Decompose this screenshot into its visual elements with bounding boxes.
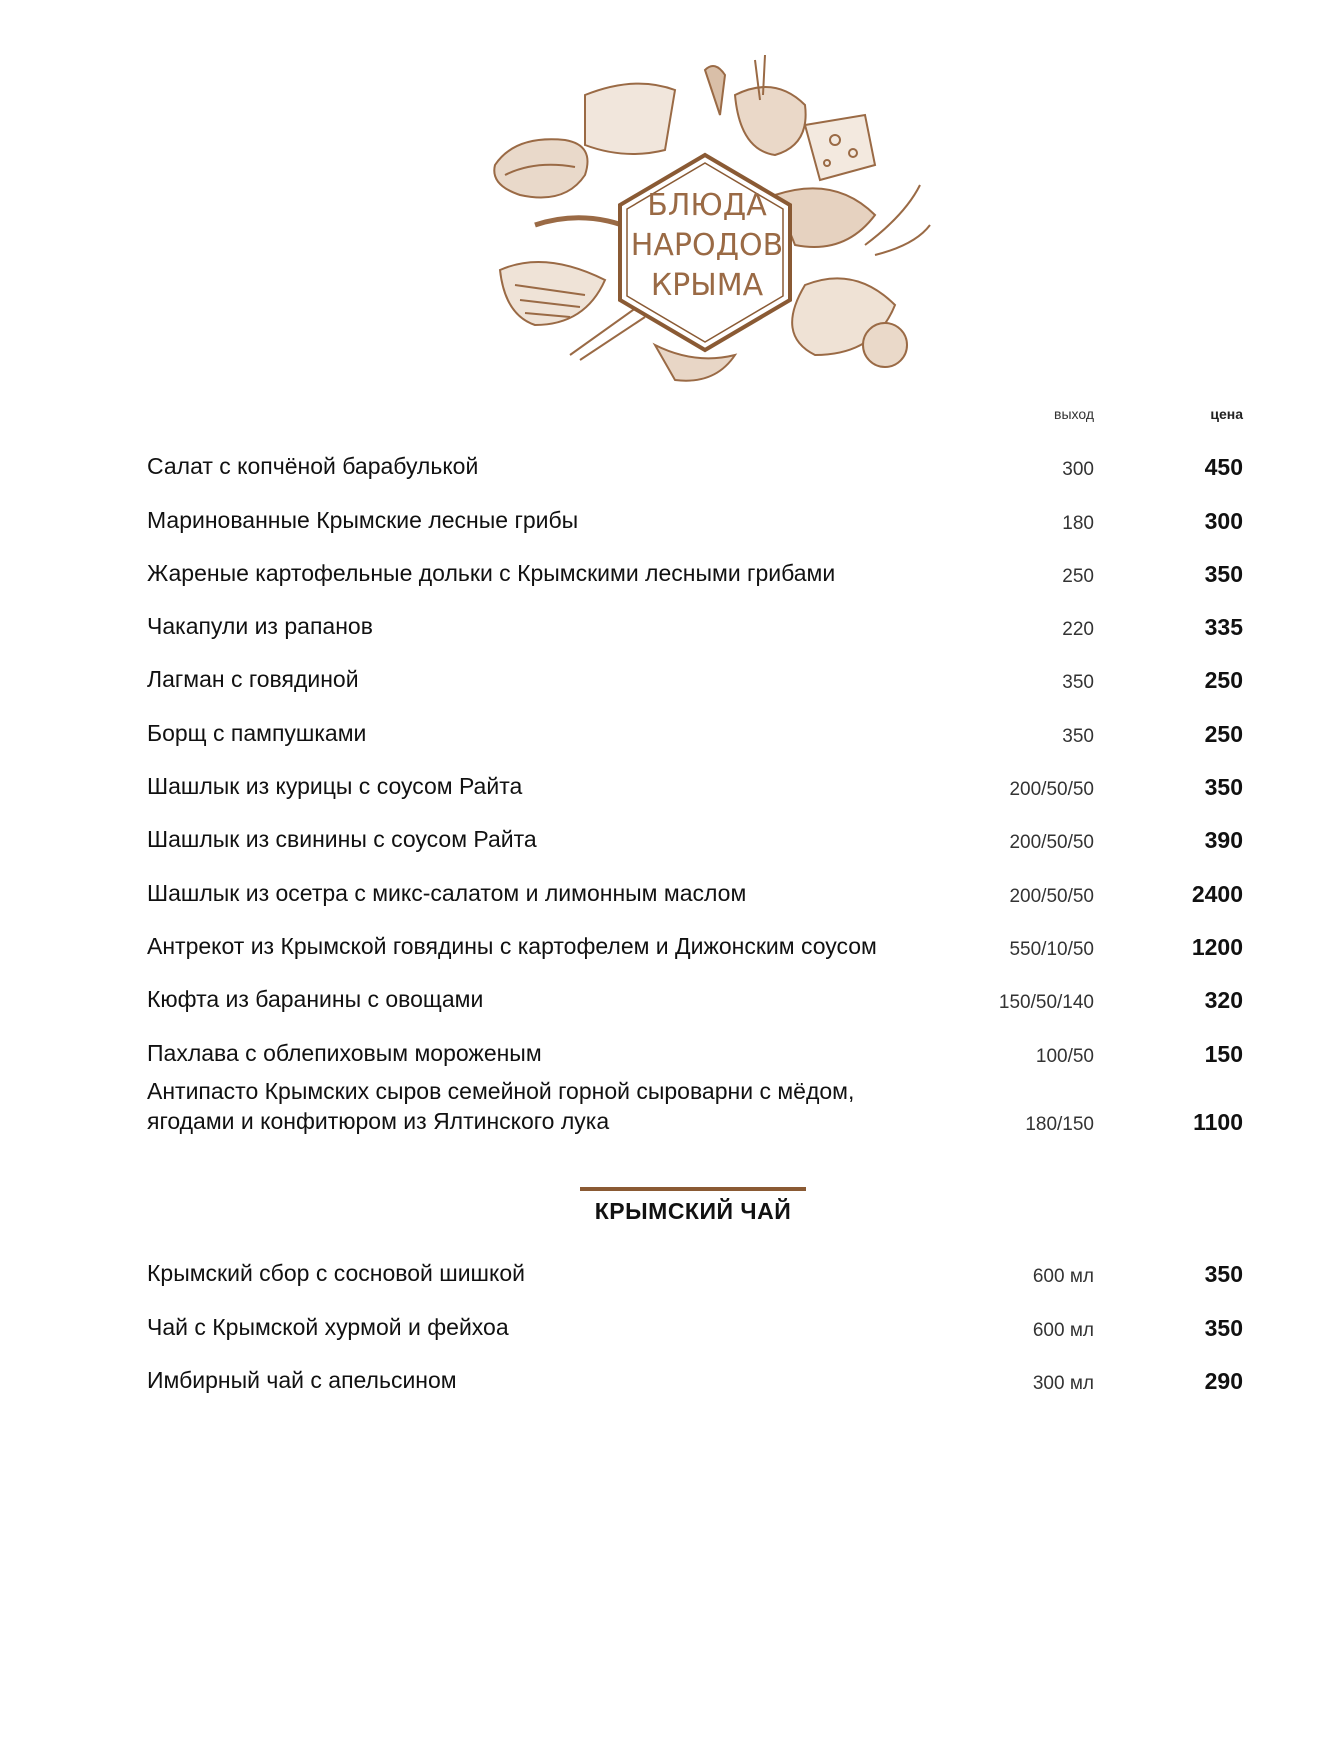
dish-name: Чакапули из рапанов (147, 613, 373, 640)
dish-name: Лагман с говядиной (147, 666, 359, 693)
tea-volume: 600 мл (1032, 1266, 1094, 1288)
dish-price: 1200 (1191, 933, 1243, 960)
dish-price: 2400 (1191, 880, 1243, 907)
logo-text-line-1: БЛЮДА (647, 188, 767, 223)
tea-name: Крымский сбор с сосновой шишкой (147, 1260, 525, 1287)
dish-weight: 350 (1062, 725, 1094, 747)
menu-item (147, 557, 1243, 610)
dish-name: Жареные картофельные дольки с Крымскими лесными грибами (147, 559, 836, 586)
dish-price: 350 (1204, 560, 1243, 587)
dish-price: 300 (1204, 507, 1243, 534)
section-title-tea: КРЫМСКИЙ ЧАЙ (594, 1198, 792, 1224)
tea-price: 350 (1204, 1261, 1243, 1288)
menu-item (147, 1257, 1243, 1310)
dish-name: Пахлава с облепиховым мороженым (147, 1039, 542, 1066)
dish-weight: 200/50/50 (1009, 832, 1094, 854)
menu-item (147, 450, 1243, 503)
dish-name: Антрекот из Крымской говядины с картофелем и Дижонским соусом (147, 932, 877, 959)
menu-item (147, 610, 1243, 663)
dish-name-line-2: ягодами и конфитюром из Ялтинского лука (147, 1107, 610, 1134)
logo-text-line-3: КРЫМА (650, 268, 764, 303)
logo-text-line-2: НАРОДОВ (630, 228, 784, 263)
menu-item (147, 770, 1243, 823)
dish-name-line-1: Антипасто Крымских сыров семейной горной сыроварни с мёдом, (147, 1077, 855, 1104)
column-header-price: цена (1210, 406, 1243, 422)
dish-weight: 350 (1062, 672, 1094, 694)
dish-price: 150 (1204, 1040, 1243, 1067)
dish-price: 320 (1204, 987, 1243, 1014)
dish-price: 1100 (1193, 1108, 1243, 1135)
dish-name (147, 1076, 907, 1136)
tea-volume: 600 мл (1032, 1319, 1094, 1341)
menu-item (147, 716, 1243, 769)
dish-weight: 250 (1062, 565, 1094, 587)
section-divider (580, 1187, 806, 1191)
dish-price: 450 (1204, 454, 1243, 481)
dish-name: Салат с копчёной барабулькой (147, 453, 479, 480)
menu-item (147, 1364, 1243, 1417)
menu-item (147, 503, 1243, 556)
dish-weight: 200/50/50 (1009, 779, 1094, 801)
tea-price: 350 (1204, 1314, 1243, 1341)
menu-item (147, 1310, 1243, 1363)
dish-price: 335 (1204, 614, 1243, 641)
tea-name: Имбирный чай с апельсином (147, 1366, 457, 1393)
dish-weight: 180 (1062, 512, 1094, 534)
tea-volume: 300 мл (1032, 1372, 1094, 1394)
dish-price: 390 (1204, 827, 1243, 854)
dish-name: Борщ с пампушками (147, 719, 367, 746)
menu-item (147, 1077, 1243, 1158)
menu-item (147, 930, 1243, 983)
dish-price: 250 (1204, 720, 1243, 747)
dish-weight: 180/150 (1025, 1113, 1094, 1135)
dish-weight: 300 (1062, 459, 1094, 481)
menu-item (147, 823, 1243, 876)
dish-price: 250 (1204, 667, 1243, 694)
menu-item (147, 663, 1243, 716)
logo-illustration (475, 55, 935, 395)
tea-list (147, 1257, 1243, 1417)
dish-name: Шашлык из курицы с соусом Райта (147, 773, 523, 800)
dish-weight: 200/50/50 (1009, 885, 1094, 907)
dish-name: Шашлык из осетра с микс-салатом и лимонным маслом (147, 879, 747, 906)
tea-name: Чай с Крымской хурмой и фейхоа (147, 1313, 509, 1340)
dish-weight: 100/50 (1035, 1045, 1094, 1067)
restaurant-logo (475, 55, 935, 395)
tea-price: 290 (1204, 1367, 1243, 1394)
dish-weight: 150/50/140 (998, 992, 1094, 1014)
dish-weight: 550/10/50 (1009, 938, 1094, 960)
menu-item (147, 876, 1243, 929)
menu-item (147, 983, 1243, 1036)
dish-weight: 220 (1062, 619, 1094, 641)
dish-price: 350 (1204, 774, 1243, 801)
dish-name: Маринованные Крымские лесные грибы (147, 506, 579, 533)
column-header-weight: выход (1054, 406, 1094, 422)
dish-name: Шашлык из свинины с соусом Райта (147, 826, 537, 853)
dishes-list (147, 450, 1243, 1158)
dish-name: Кюфта из баранины с овощами (147, 986, 484, 1013)
